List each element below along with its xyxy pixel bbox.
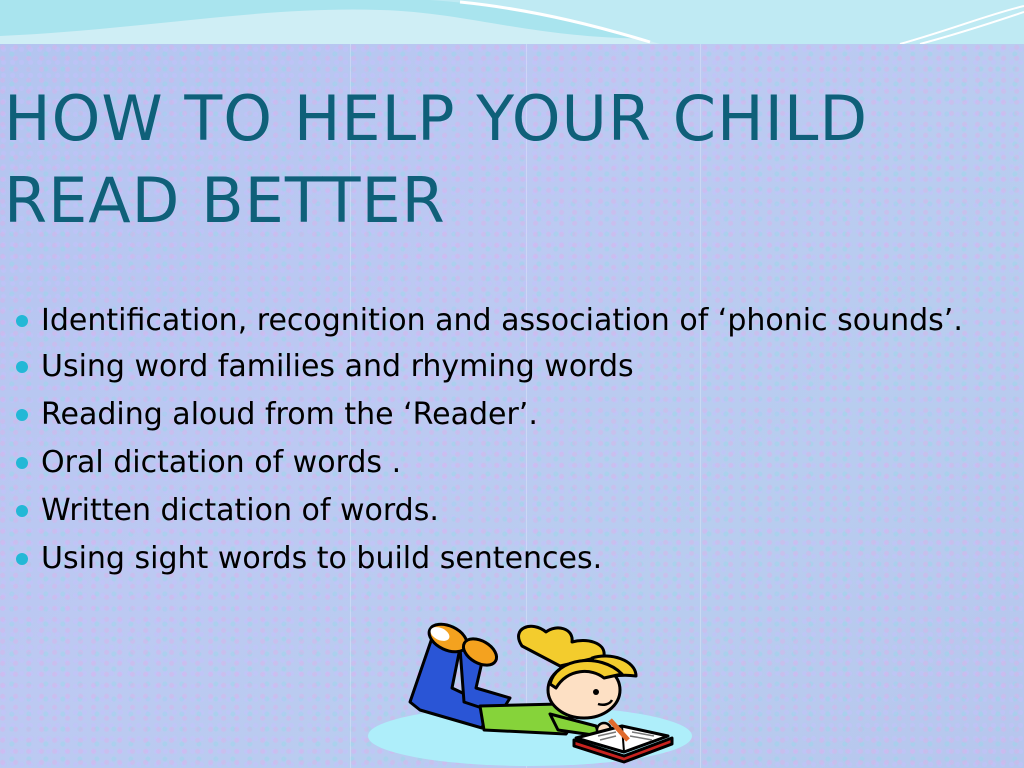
bullet-item	[14, 540, 994, 578]
round-bullet-icon	[16, 553, 28, 565]
round-bullet-icon	[16, 361, 28, 373]
top-wave-banner	[0, 0, 1024, 44]
round-bullet-icon	[16, 505, 28, 517]
bullet-item	[14, 396, 994, 434]
bullet-item	[14, 492, 994, 530]
bullet-text: Identification, recognition and association of ‘phonic sounds’.	[41, 303, 963, 338]
bullet-item	[14, 302, 994, 340]
slide-title-line-2: READ BETTER	[4, 164, 446, 237]
bullet-item	[14, 444, 994, 482]
round-bullet-icon	[16, 457, 28, 469]
bullet-text: Written dictation of words.	[41, 493, 439, 528]
slide-title	[4, 78, 1004, 242]
child-reading-book-illustration	[360, 618, 700, 768]
bullet-text: Reading aloud from the ‘Reader’.	[41, 397, 538, 432]
bullet-text: Using word families and rhyming words	[41, 349, 634, 384]
bullet-list	[14, 302, 994, 588]
bullet-text: Oral dictation of words .	[41, 445, 402, 480]
round-bullet-icon	[16, 409, 28, 421]
slide-title-line-1: HOW TO HELP YOUR CHILD	[4, 82, 869, 155]
bullet-text: Using sight words to build sentences.	[41, 541, 603, 576]
bullet-item	[14, 348, 994, 386]
round-bullet-icon	[16, 315, 28, 327]
